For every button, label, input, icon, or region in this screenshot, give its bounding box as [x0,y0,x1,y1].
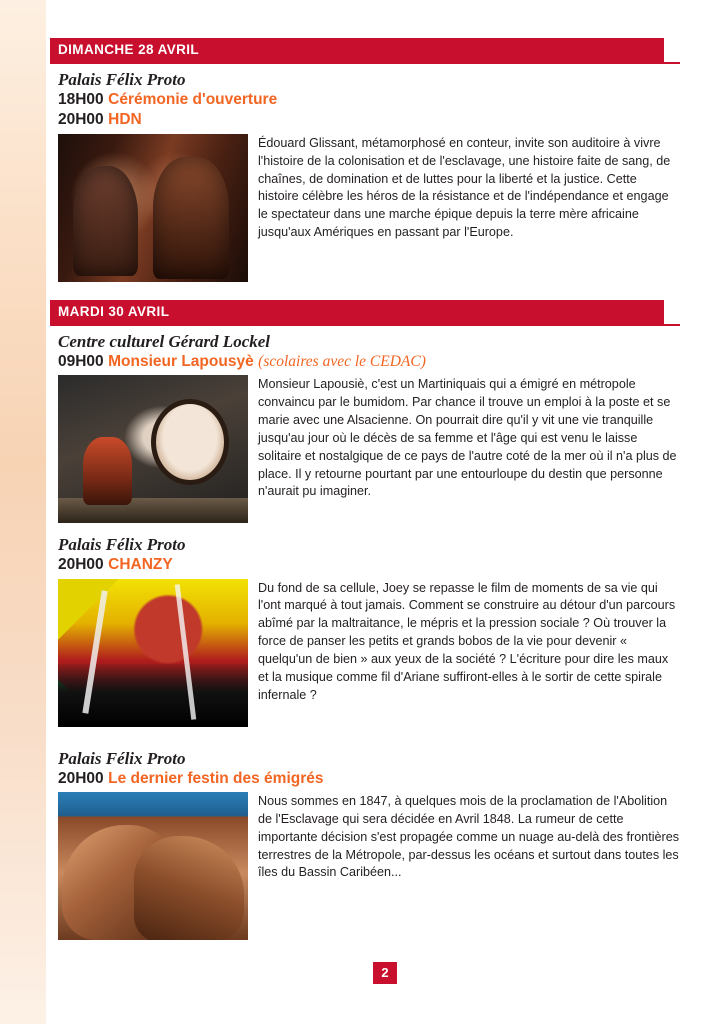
show-time: 20H00 [58,769,104,787]
entry-hdn [50,70,680,282]
venue-name: Palais Félix Proto [58,748,186,768]
show-time: 18H00 [58,91,104,108]
venue-name: Centre culturel Gérard Lockel [58,331,271,351]
show-description: Monsieur Lapousiè, c'est un Martiniquais qui a émigré en métropole convaincu par le bumidom. Par chance il trouve un emploi à la poste et se marie avec une Alsacienne. On pourrait dire qu'il y vit une vie tranquille jusqu'au jour où le décès de sa femme et l'âge qui est venu le laisse solitaire et nostalgique de ce pays de l'autre coté de la mer où il n'a plus de place. Il y retourne pourtant par une entourloupe du destin que personne n'aurait pu imaginer. [258,377,677,499]
show-time: 20H00 [58,111,104,129]
page-body [46,0,724,1024]
show-description: Du fond de sa cellule, Joey se repasse le film de moments de sa vie qui l'ont marqué à tout jamais. Comment se construire au détour d'un parcours abîmé par la maltraitance, le mépris et la pression sociale ? Où trouver la force de panser les petits et grands bobos de la vie pour devenir « quelqu'un de bien » aux yeux de la société ? L'écriture pour dire les maux et la musique comme fil d'Ariane suffiront-elles à le sortir de cette spirale infernale ? [258,580,676,702]
show-title: HDN [108,111,142,129]
hand-shape [134,836,244,940]
show-block [58,792,680,940]
date-banner: DIMANCHE 28 AVRIL [50,38,664,62]
date-banner: MARDI 30 AVRIL [50,300,664,324]
monsieur-lapousye-photo [58,375,248,523]
show-title: Cérémonie d'ouverture [108,91,278,108]
show-line [58,770,680,788]
decorative-left-strip [0,0,46,1024]
venue-name: Palais Félix Proto [58,70,186,89]
oval-frame-shape [151,399,229,485]
show-description: Édouard Glissant, métamorphosé en conteur, invite son auditoire à vivre l'histoire de la colonisation et de l'esclavage, une histoire faite de sang, de chaînes, de domination et de luttes pour la liberté et la justice. Cette histoire célèbre les héros de la résistance et de l'indépendance et engage le spectateur dans une marche épique depuis la terre mère africaine jusqu'aux Amériques en passant par l'Europe. [258,135,671,240]
show-time: 09H00 [58,352,104,370]
puppet-shape [83,437,132,505]
entry-dernier-festin [50,749,680,940]
show-description: Nous sommes en 1847, à quelques mois de la proclamation de l'Abolition de l'Esclavage qui sera décidée en Avril 1848. La rumeur de cette importante décision s'est propagée comme un nuage au-delà des frontières terrestres de la Métropole, par-dessus les océans et surtout dans toutes les îles du Bassin Caribéen... [258,793,680,880]
show-block [58,375,680,523]
hdn-performance-photo [58,134,248,282]
entry-chanzy [50,535,680,726]
show-title: Le dernier festin des émigrés [108,769,324,787]
day-section-dimanche [50,38,680,282]
page-number: 2 [373,962,397,984]
show-title: CHANZY [108,556,173,574]
show-line [58,111,680,129]
venue-name: Palais Félix Proto [58,535,186,555]
show-time: 20H00 [58,556,104,574]
show-title: Monsieur Lapousyè [108,352,254,370]
day-section-mardi [50,300,680,940]
date-banner-wrap [50,300,680,326]
chanzy-artwork [58,579,248,727]
show-line [58,353,680,371]
date-banner-wrap [50,38,680,64]
dernier-festin-photo [58,792,248,940]
show-block [58,134,680,282]
show-line [58,91,680,109]
entry-monsieur-lapousye [50,332,680,523]
show-subtitle: (scolaires avec le CEDAC) [258,352,426,370]
show-line [58,556,680,574]
page-footer [46,962,724,984]
show-block [58,579,680,727]
program-content [50,38,680,942]
